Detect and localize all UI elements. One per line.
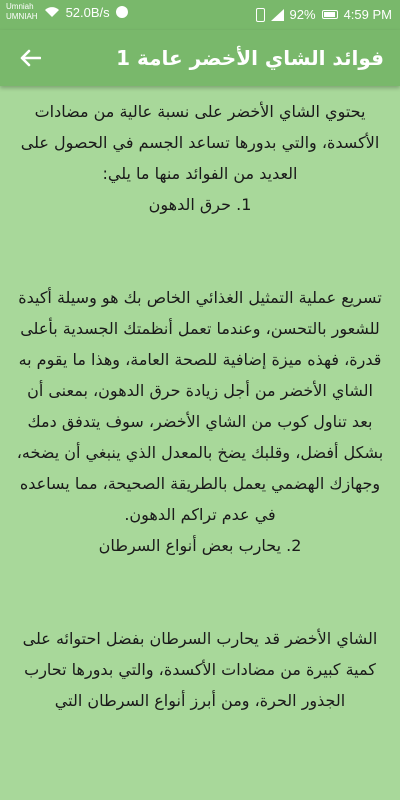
back-button[interactable] bbox=[12, 43, 48, 73]
section-paragraph-1: تسريع عملية التمثيل الغذائي الخاص بك هو وسيلة أكيدة للشعور بالتحسن، وعندما تعمل أنظمتك الجسدية بأعلى قدرة، فهذه ميزة إضافية للصحة العامة، وهذا ما يقوم به الشاي الأخضر من أجل زيادة حرق الدهون، بمعنى أن بعد تناول كوب من الشاي الأخضر، سوف يتدفق دمك بشكل أفضل، وقلبك يضخ بالمعدل الذي ينبغي أن يضخه، وجهازك الهضمي يعمل بالطريقة الصحيحة، مما يساعده في عدم تراكم الدهون. bbox=[16, 288, 384, 524]
clock: 4:59 PM bbox=[343, 7, 392, 22]
spacer bbox=[16, 561, 384, 623]
carrier-line-2: UMNIAH bbox=[6, 12, 38, 21]
messenger-icon bbox=[116, 6, 128, 18]
status-left bbox=[6, 2, 128, 22]
app-bar bbox=[0, 30, 400, 86]
status-right bbox=[256, 7, 392, 22]
network-speed: 52.0B/s bbox=[65, 4, 110, 20]
battery-percent: 92% bbox=[289, 7, 316, 22]
battery-icon bbox=[322, 10, 338, 19]
signal-icon bbox=[271, 9, 284, 21]
carrier-name bbox=[6, 2, 38, 22]
article-content bbox=[0, 86, 400, 716]
status-bar bbox=[0, 0, 400, 30]
page-title: فوائد الشاي الأخضر عامة 1 bbox=[116, 46, 384, 70]
arrow-left-icon bbox=[19, 49, 41, 67]
spacer bbox=[16, 220, 384, 282]
intro-paragraph: يحتوي الشاي الأخضر على نسبة عالية من مضادات الأكسدة، والتي بدورها تساعد الجسم في الحصول على العديد من الفوائد منها ما يلي: bbox=[20, 102, 380, 183]
section-heading-2: 2. يحارب بعض أنواع السرطان bbox=[98, 536, 302, 555]
wifi-icon bbox=[44, 6, 60, 18]
carrier-line-1: Umniah bbox=[6, 2, 34, 11]
section-paragraph-2: الشاي الأخضر قد يحارب السرطان بفضل احتوائه على كمية كبيرة من مضادات الأكسدة، والتي بدورها تحارب الجذور الحرة، ومن أبرز أنواع السرطان التي bbox=[22, 629, 378, 710]
vibrate-icon bbox=[256, 8, 265, 22]
section-heading-1: 1. حرق الدهون bbox=[148, 195, 252, 214]
